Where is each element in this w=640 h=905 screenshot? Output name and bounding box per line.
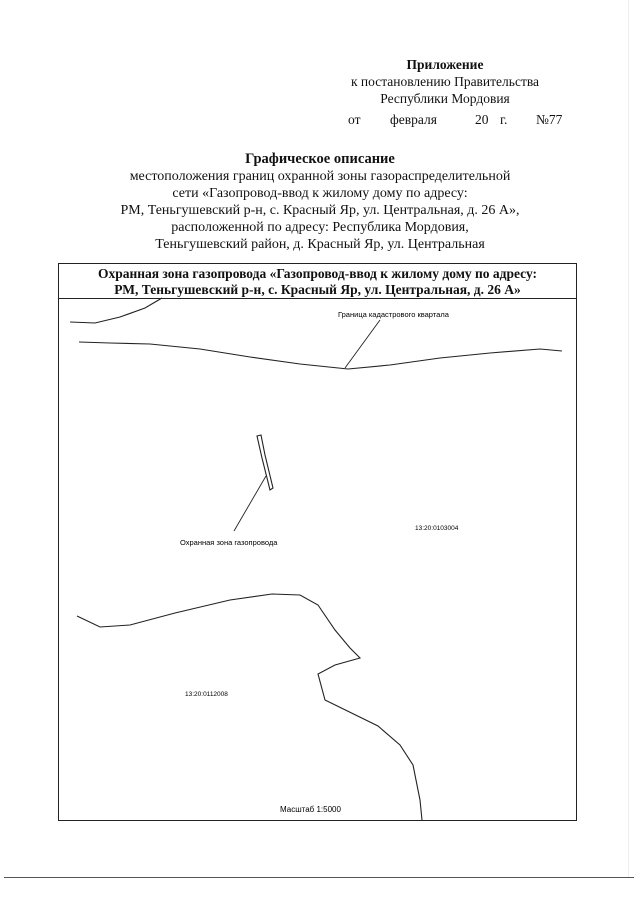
protection-zone-polygon — [257, 435, 273, 490]
document-title: Графическое описание — [245, 151, 395, 167]
lower-boundary-line — [77, 594, 422, 820]
title-line-3: РМ, Теньгушевский р-н, с. Красный Яр, ул. Центральная, д. 26 А», — [120, 203, 520, 218]
date-year-prefix: 20 — [475, 112, 489, 127]
protection-zone-label: Охранная зона газопровода — [180, 538, 278, 547]
appendix-line-1: к постановлению Правительства — [350, 74, 540, 89]
date-month: февраля — [390, 112, 437, 127]
title-line-2: сети «Газопровод-ввод к жилому дому по адресу: — [172, 186, 468, 201]
appendix-heading: Приложение — [406, 57, 484, 72]
date-from: от — [348, 112, 361, 127]
page-right-edge — [628, 0, 629, 877]
appendix-line-2: Республики Мордовия — [380, 91, 510, 106]
parcel-label-1: 13:20:0103004 — [415, 525, 459, 532]
scale-label: Масштаб 1:5000 — [280, 805, 341, 814]
top-left-boundary-line — [70, 298, 162, 323]
parcel-label-2: 13:20:0112008 — [185, 691, 228, 698]
frame-heading-line-2: РМ, Теньгушевский р-н, с. Красный Яр, ул. Центральная, д. 26 А» — [114, 282, 521, 297]
date-year-suffix: г. — [500, 112, 508, 127]
page-bottom-edge — [4, 877, 634, 878]
protection-zone-leader — [234, 476, 266, 531]
document-number: №77 — [536, 112, 563, 127]
title-line-1: местоположения границ охранной зоны газораспределительной — [129, 169, 511, 184]
cadastral-boundary-line — [79, 342, 562, 369]
cadastral-boundary-label: Граница кадастрового квартала — [338, 310, 449, 319]
title-line-4: расположенной по адресу: Республика Мордовия, — [171, 220, 469, 235]
cadastral-boundary-leader — [345, 320, 380, 368]
title-line-5: Теньгушевский район, д. Красный Яр, ул. Центральная — [155, 237, 485, 252]
frame-heading-line-1: Охранная зона газопровода «Газопровод-ввод к жилому дому по адресу: — [97, 266, 538, 281]
